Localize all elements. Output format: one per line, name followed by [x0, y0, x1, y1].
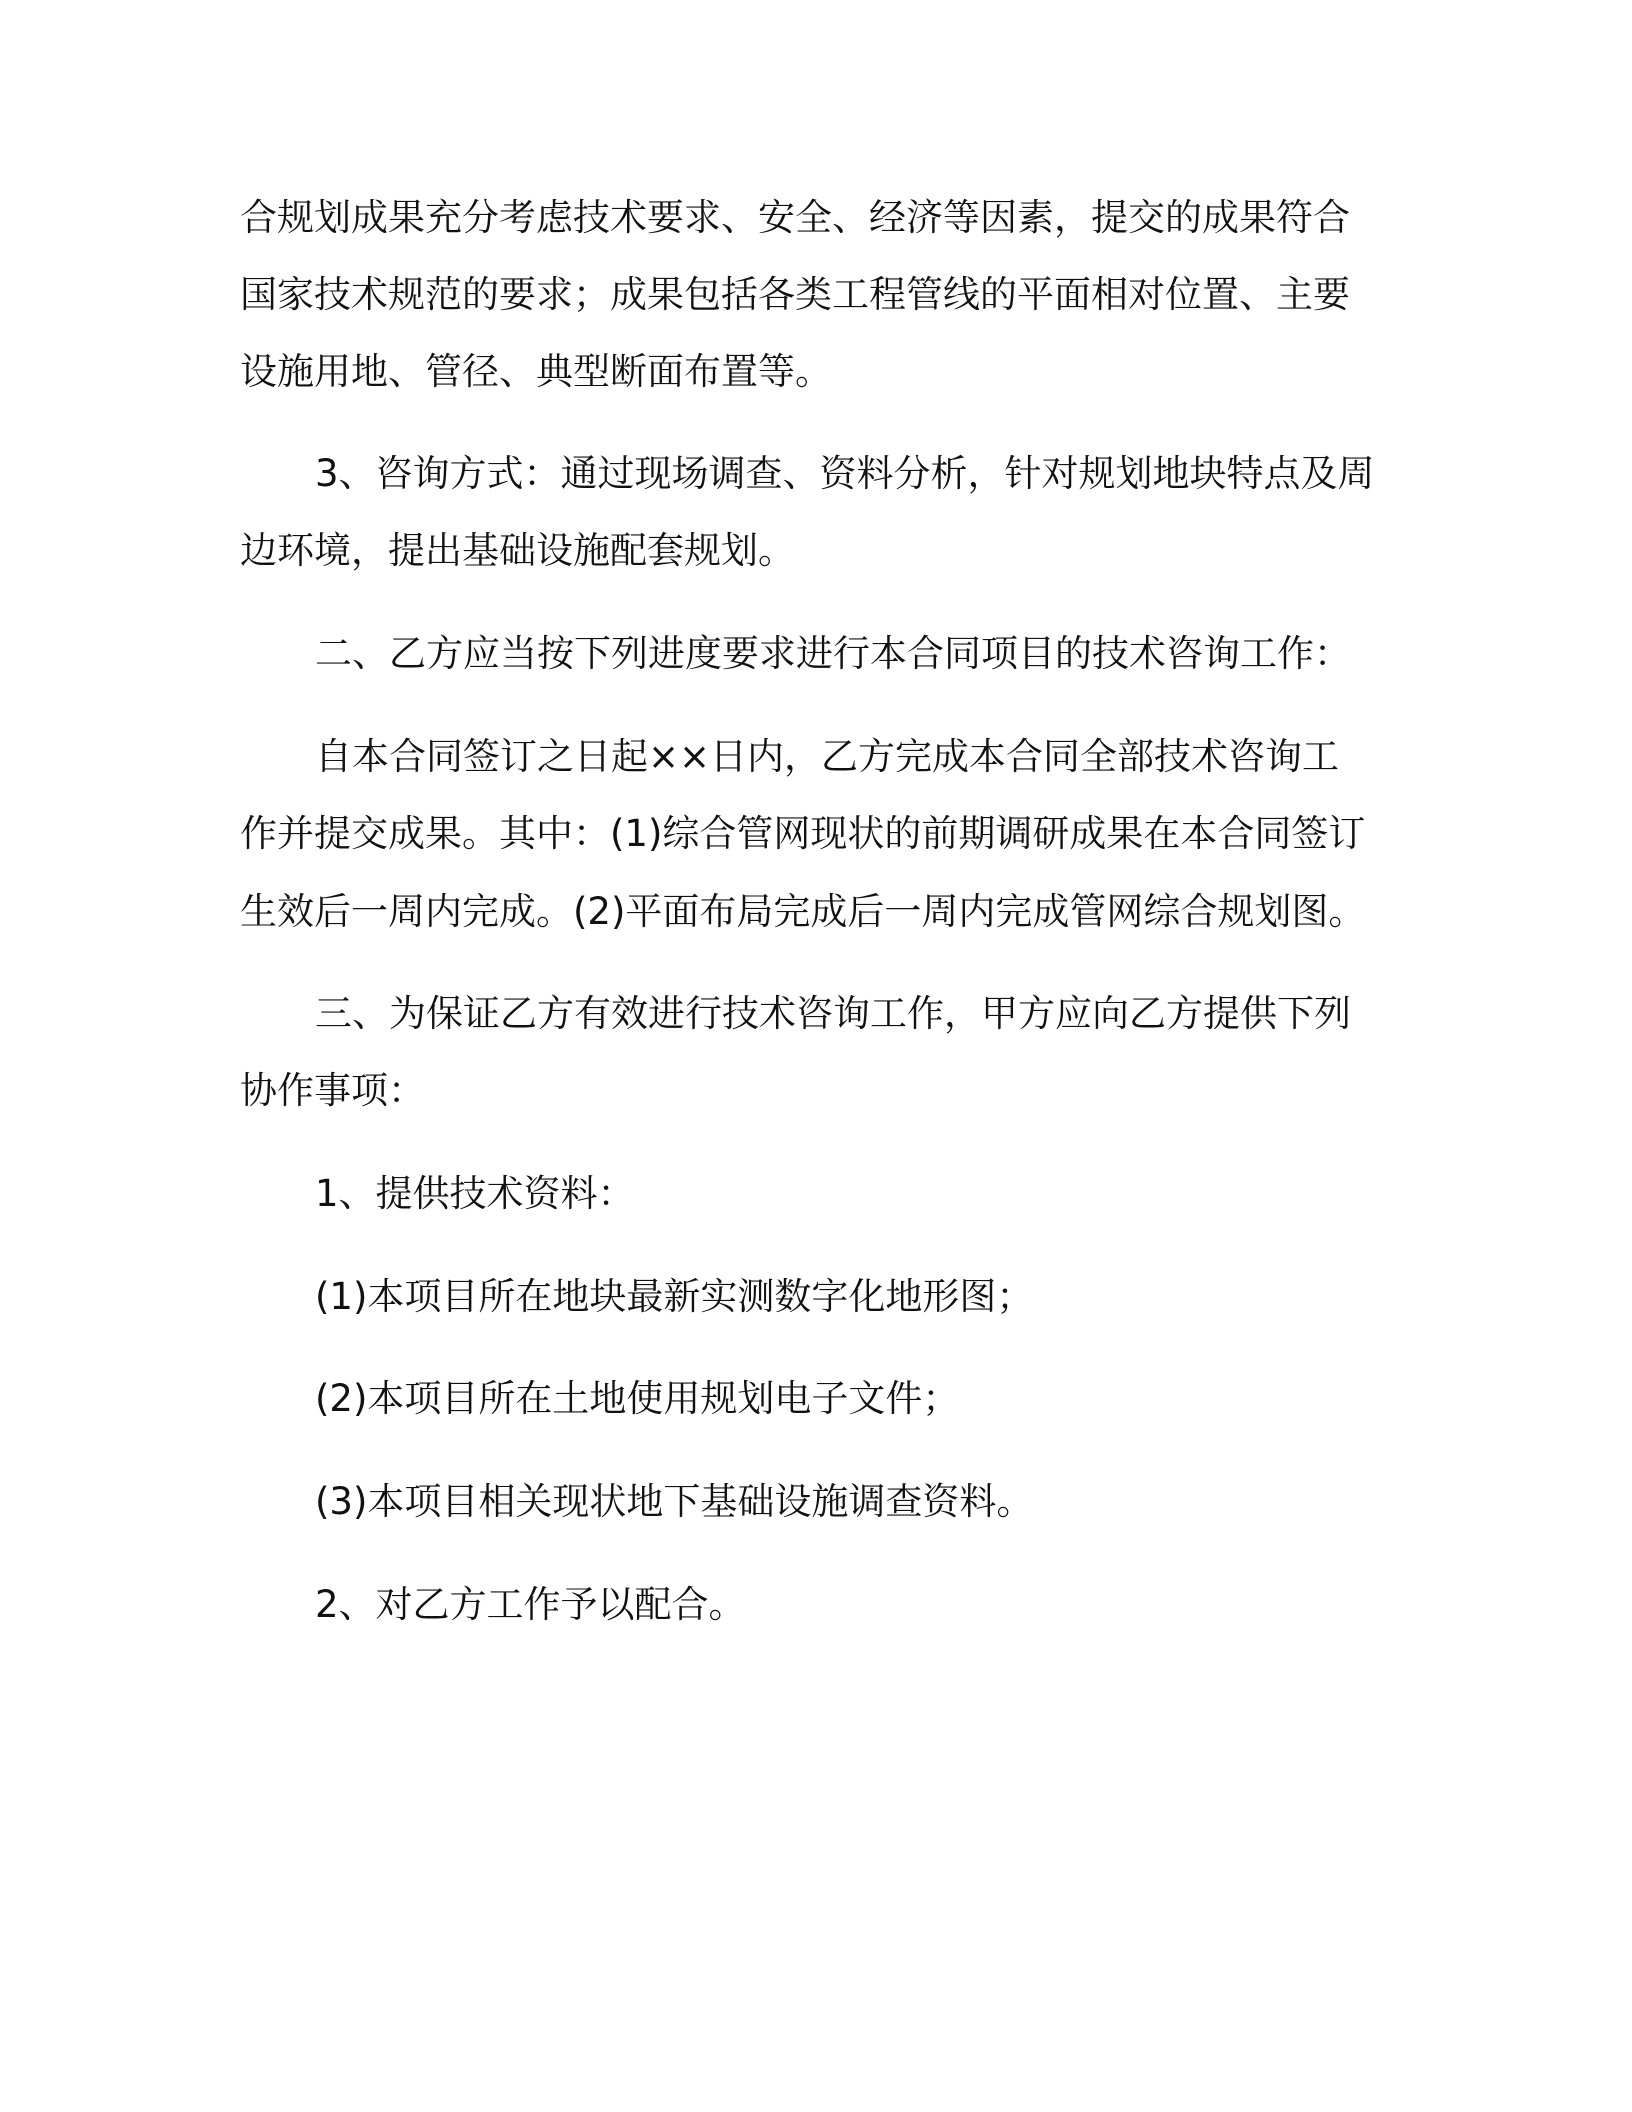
text-line: 协作事项： — [240, 1069, 425, 1112]
text-line: 设施用地、管径、典型断面布置等。 — [240, 350, 832, 393]
text-line: (3)本项目相关现状地下基础设施调查资料。 — [315, 1480, 1034, 1523]
text-line: 国家技术规范的要求；成果包括各类工程管线的平面相对位置、主要 — [240, 273, 1350, 316]
text-line: 2、对乙方工作予以配合。 — [315, 1583, 746, 1626]
text-line: 合规划成果充分考虑技术要求、安全、经济等因素，提交的成果符合 — [240, 196, 1350, 239]
text-line: (1)本项目所在地块最新实测数字化地形图； — [315, 1275, 1034, 1318]
text-line: 生效后一周内完成。(2)平面布局完成后一周内完成管网综合规划图。 — [240, 890, 1366, 933]
text-line: (2)本项目所在土地使用规划电子文件； — [315, 1377, 960, 1420]
text-line: 3、咨询方式：通过现场调查、资料分析，针对规划地块特点及周 — [315, 452, 1375, 495]
text-line: 二、乙方应当按下列进度要求进行本合同项目的技术咨询工作： — [315, 632, 1351, 675]
text-line: 作并提交成果。其中：(1)综合管网现状的前期调研成果在本合同签订 — [240, 812, 1366, 855]
text-line: 自本合同签订之日起××日内，乙方完成本合同全部技术咨询工 — [315, 735, 1340, 778]
text-line: 边环境，提出基础设施配套规划。 — [240, 529, 795, 572]
text-line: 1、提供技术资料： — [315, 1172, 635, 1215]
text-line: 三、为保证乙方有效进行技术咨询工作，甲方应向乙方提供下列 — [315, 992, 1351, 1035]
